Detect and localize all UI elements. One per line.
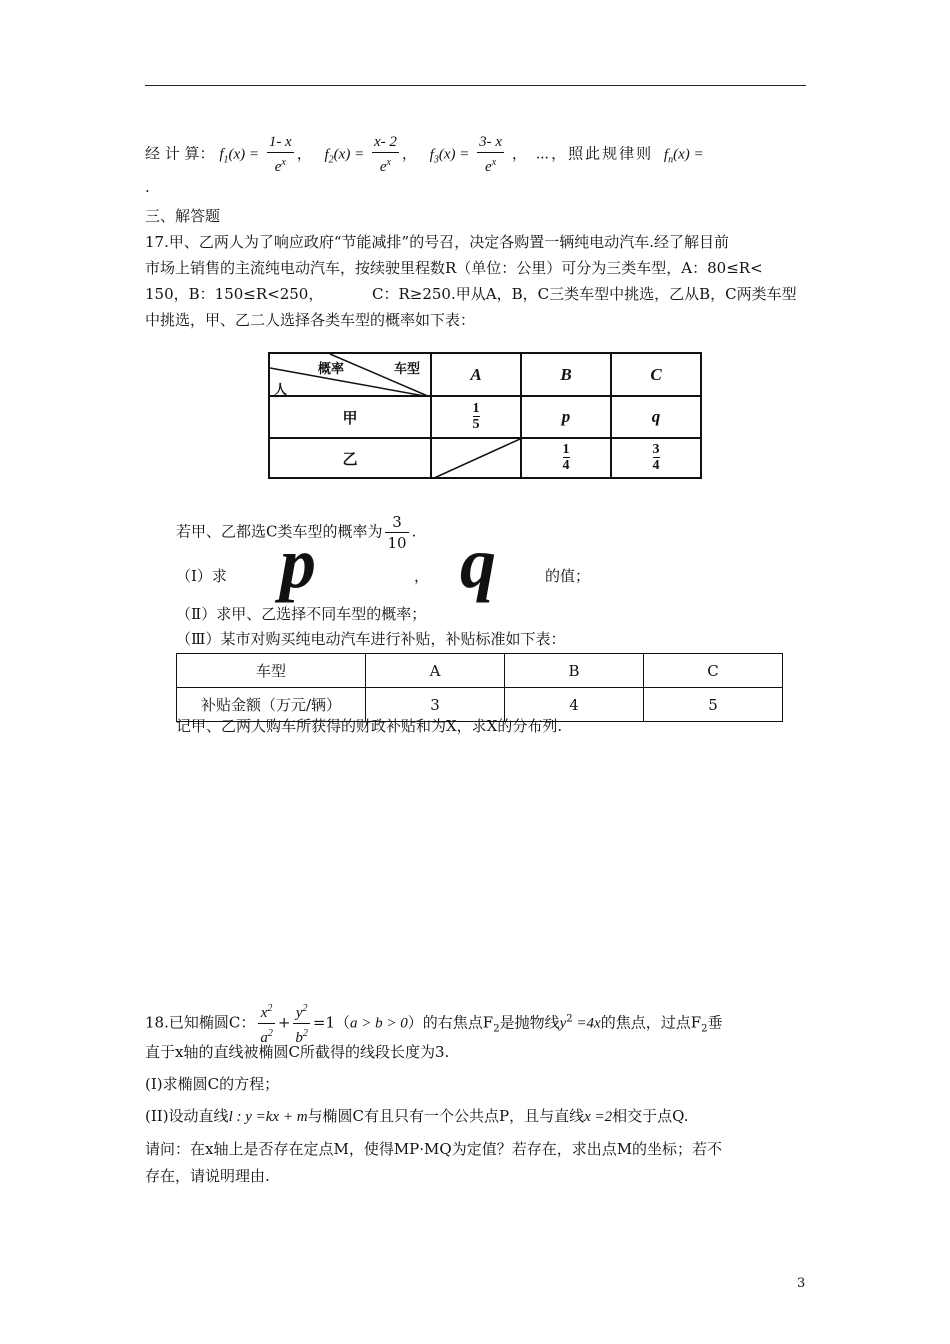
subsidy-value-a: 3	[366, 688, 505, 722]
cell-yi-c	[611, 438, 701, 478]
part1-q-symbol: q	[460, 523, 496, 603]
period-mark: .	[145, 178, 150, 196]
row-label-yi: 乙	[269, 438, 431, 478]
subsidy-value-c: 5	[644, 688, 783, 722]
f2-denominator: e	[379, 159, 387, 175]
f2-numerator: x- 2	[372, 132, 399, 153]
part2-end: 相交于点Q.	[612, 1107, 689, 1125]
f2-name: f	[324, 146, 329, 163]
a-square: 2	[267, 1028, 273, 1039]
through-focus-text: 的焦点，过点F	[600, 1013, 702, 1032]
part3-text: （Ⅲ）某市对购买纯电动汽车进行补贴，补贴标准如下表：	[176, 630, 566, 648]
part2-middle: 与椭圆C有且只有一个公共点P，且与直线	[307, 1107, 585, 1125]
condition-fraction	[385, 512, 408, 553]
f1-numerator: 1- x	[267, 132, 294, 153]
ab-condition: a > b > 0	[350, 1015, 408, 1032]
condition-text: 若甲、乙都选C类车型的概率为	[176, 522, 383, 541]
f3-denominator: e	[485, 159, 492, 175]
plus-sign: +	[277, 1013, 291, 1032]
col-header-c: C	[611, 353, 701, 396]
q18-intro: 18.已知椭圆C：	[145, 1013, 256, 1032]
f3-sub: 3	[433, 154, 439, 166]
jia-a-denominator: 5	[472, 417, 480, 432]
f2-fraction	[372, 132, 399, 177]
f3-fraction	[477, 132, 504, 177]
yi-c-denominator: 4	[652, 458, 660, 473]
f1-arg: (x) =	[228, 146, 260, 163]
f1-sub: 1	[223, 154, 229, 166]
x-square: 2	[267, 1003, 273, 1014]
corner-right-label: 车型	[394, 361, 421, 376]
condition-denominator: 10	[387, 534, 407, 552]
prefix-text: 经 计 算：	[145, 144, 215, 163]
part1-p-symbol: p	[280, 523, 316, 603]
subsidy-value-b: 4	[505, 688, 644, 722]
section-title: 三、解答题	[145, 207, 221, 225]
focus-sub-2: 2	[701, 1023, 708, 1035]
formula-line: 经 计 算： $f_1(x)$ = $\frac{1- x}{e^x}$ ， $f_2(x)$ = $\frac{x- 2}{e^x}$ ， $f_3(x)$ = $\frac{3- x}{e^x}$ ， ⋯，照此规律则 $f_n(x)$ =	[145, 134, 704, 175]
line-x-equals-2: x =2	[584, 1109, 613, 1125]
q17-line-1: 17.甲、乙两人为了响应政府“节能减排”的号召，决定各购置一辆纯电动汽车.经了解目前	[145, 233, 729, 251]
f3-den-sup: x	[491, 157, 497, 168]
q17-line-4: 中挑选，甲、乙二人选择各类车型的概率如下表：	[145, 311, 476, 329]
col-header-b: B	[521, 353, 611, 396]
cell-jia-b: p	[521, 396, 611, 438]
q17-line-2: 市场上销售的主流纯电动汽车，按续驶里程数R（单位：公里）可分为三类车型，A：80≤R<	[145, 259, 763, 277]
cell-yi-a-diagonal	[432, 439, 520, 479]
page-number: 3	[797, 1276, 806, 1291]
corner-top-label: 概率	[318, 361, 345, 376]
line-equation: l : y =kx + m	[228, 1109, 308, 1125]
condition-period: .	[411, 522, 417, 541]
fn-arg: (x) =	[673, 146, 704, 163]
f3-name: f	[429, 146, 434, 163]
equals-one: =1（	[312, 1013, 351, 1032]
parabola-y: y	[559, 1015, 567, 1032]
q18-line-2: 直于x轴的直线被椭圆C所截得的线段长度为3.	[145, 1043, 450, 1061]
f1-name: f	[219, 146, 224, 163]
jia-a-numerator: 1	[472, 401, 480, 416]
header-rule	[145, 85, 806, 86]
cell-yi-b	[521, 438, 611, 478]
condition-numerator: 3	[385, 512, 408, 533]
subsidy-header-b: B	[505, 654, 644, 688]
x-var: x	[260, 1005, 268, 1021]
b-square: 2	[302, 1028, 308, 1039]
yi-b-denominator: 4	[562, 458, 570, 473]
f1-denominator: e	[274, 159, 282, 175]
perp-text: 垂	[707, 1013, 723, 1032]
row-label-jia: 甲	[269, 396, 431, 438]
f2-arg: (x) =	[333, 146, 365, 163]
subsidy-header-a: A	[366, 654, 505, 688]
f3-numerator: 3- x	[477, 132, 504, 153]
b-var: b	[295, 1030, 303, 1046]
a-var: a	[260, 1030, 268, 1046]
part2-text: （Ⅱ）求甲、乙选择不同车型的概率；	[176, 605, 427, 623]
part2-intro: (II)设动直线	[145, 1107, 229, 1125]
parabola-rest: =4x	[572, 1015, 601, 1032]
fn-sub: n	[668, 154, 674, 166]
focus-text: ）的右焦点F	[407, 1013, 494, 1032]
cell-yi-a	[431, 438, 521, 478]
f3-arg: (x) =	[438, 146, 470, 163]
q18-part1: (I)求椭圆C的方程；	[145, 1075, 280, 1093]
f2-sub: 2	[328, 154, 334, 166]
q18-part2	[145, 1105, 688, 1128]
parabola-square: 2	[566, 1013, 573, 1025]
subsidy-header-c: C	[644, 654, 783, 688]
focus-sub: 2	[493, 1023, 500, 1035]
corner-left-label: 人	[274, 382, 288, 397]
cell-jia-c: q	[611, 396, 701, 438]
yi-b-numerator: 1	[562, 442, 570, 457]
fn-name: f	[663, 146, 669, 163]
f2-den-sup: x	[386, 157, 391, 168]
part3-end-text: 记甲、乙两人购车所获得的财政补贴和为X，求X的分布列.	[176, 717, 563, 735]
y-square: 2	[302, 1003, 308, 1014]
subsidy-header-type: 车型	[177, 654, 366, 688]
part1-prefix: （Ⅰ）求	[176, 567, 227, 585]
q18-line-5: 请问：在x轴上是否存在定点M，使得MP·MQ为定值？若存在，求出点M的坐标；若不	[145, 1140, 723, 1158]
q18-line-6: 存在，请说明理由.	[145, 1167, 270, 1185]
corner-cell	[269, 353, 431, 396]
subsidy-row-label: 补贴金额（万元/辆）	[177, 688, 366, 722]
col-header-a: A	[431, 353, 521, 396]
y-var: y	[295, 1005, 303, 1021]
q17-line-3a: 150，B：150≤R<250，	[145, 285, 324, 303]
parabola-text: 是抛物线	[499, 1013, 560, 1032]
suffix-text: ， ⋯，照此规律则	[511, 144, 654, 163]
part1-comma: ，	[414, 567, 430, 585]
q17-line-3b: C：R≥250.甲从A，B，C三类车型中挑选，乙从B，C两类车型	[372, 285, 797, 303]
probability-table	[268, 352, 702, 479]
cell-jia-a	[431, 396, 521, 438]
f1-den-sup: x	[281, 157, 286, 168]
yi-c-numerator: 3	[652, 442, 660, 457]
f1-fraction	[267, 132, 294, 177]
subsidy-table	[176, 653, 783, 722]
part1-suffix: 的值；	[545, 567, 591, 585]
